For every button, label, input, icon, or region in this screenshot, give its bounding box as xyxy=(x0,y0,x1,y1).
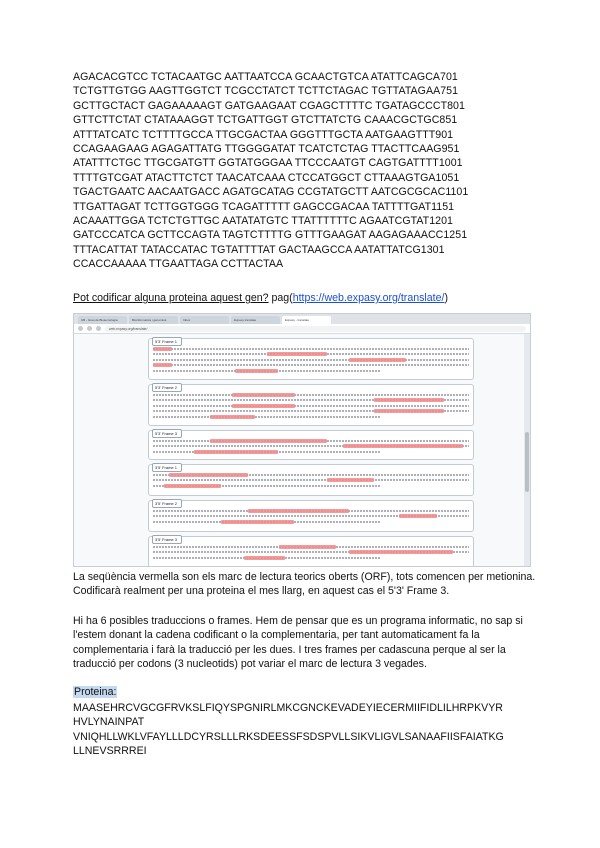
browser-tab[interactable]: Expasy translate xyxy=(231,316,280,324)
question-text: Pot codificar alguna proteina aquest gen? xyxy=(73,292,269,304)
browser-tab-bar xyxy=(74,314,530,324)
question-line xyxy=(73,292,448,304)
amino-acid-text xyxy=(153,405,469,407)
frame-sequence xyxy=(153,439,469,456)
amino-acid-text xyxy=(153,479,469,481)
browser-tab[interactable]: Inbox xyxy=(180,316,229,324)
paragraph-frames: Hi ha 6 posibles traduccions o frames. Hem de pensar que es un programa informatic, no sap si l'estem donant la cadena codificant o la complementaria, per tant automaticament fa la complementaria i farà la traducció per les dues. I tres frames per cadascuna perque al ser la traducció per codons (3 nucleotids) pot variar el marc de lectura 3 vegades. xyxy=(73,615,523,671)
sequence-line: CCACCAAAAA TTGAATTAGA CCTTACTAA xyxy=(73,258,284,271)
protein-line: HVLYNAINPAT xyxy=(73,716,145,729)
orf-highlight xyxy=(194,450,278,454)
protein-line: MAASEHRCVGCGFRVKSLFIQYSPGNIRLMKCGNCKEVADEYIECERMIIFIDLILHRPKVYR xyxy=(73,702,503,714)
frame-sequence xyxy=(153,509,469,528)
sequence-line: ATATTTCTGC TTGCGATGTT GGTATGGGAA TTCCCAATGT CAGTGATTTT1001 xyxy=(73,157,463,170)
orf-highlight xyxy=(349,550,453,554)
protein-line: VNIQHLLWKLVFAYLLLDCYRSLLLRKSDEESSFSDSPVLLSIKVLIGVLSANAAFIISFAIATKG xyxy=(73,730,504,743)
protein-line: LLNEVSRRREI xyxy=(73,745,147,758)
orf-highlight xyxy=(153,363,172,367)
amino-acid-row xyxy=(153,484,469,488)
amino-acid-row xyxy=(153,415,469,419)
amino-acid-row xyxy=(153,556,469,560)
frame-sequence xyxy=(153,473,469,492)
orf-highlight xyxy=(267,352,327,356)
amino-acid-row xyxy=(153,444,469,448)
translation-frame xyxy=(148,384,474,426)
amino-acid-text xyxy=(153,348,469,350)
frame-title: 3'5' Frame 2 xyxy=(152,499,182,508)
amino-acid-row xyxy=(153,358,469,362)
orf-highlight xyxy=(248,509,349,513)
orf-highlight xyxy=(343,444,463,448)
amino-acid-row xyxy=(153,352,469,356)
sequence-line: TTGATTAGAT TCTTGGTGGG TCAGATTTTT GAGCCGACAA TATTTTGAT1151 xyxy=(73,200,455,213)
orf-highlight xyxy=(210,439,327,443)
scrollbar-thumb[interactable] xyxy=(525,432,529,492)
sequence-line: ACAAATTGGA TCTCTGTTGC AATATATGTC TTATTTTTTC AGAATCGTAT1201 xyxy=(73,215,453,228)
orf-highlight xyxy=(221,520,294,524)
amino-acid-row xyxy=(153,478,469,482)
sequence-line: GATCCCATCA GCTTCCAGTA TAGTCTTTTG GTTTGAAGAT AAGAGAAACC1251 xyxy=(73,229,468,242)
sequence-line: TGACTGAATC AACAATGACC AGATGCATAG CCGTATGCTT AATCGCGCAC1101 xyxy=(73,186,469,199)
orf-highlight xyxy=(232,404,295,408)
translation-frame xyxy=(148,430,474,460)
sequence-line: GCTTGCTACT GAGAAAAAGT GATGAAGAAT CGAGCTTTTC TGATAGCCCT801 xyxy=(73,99,465,112)
orf-highlight xyxy=(232,393,295,397)
forward-icon[interactable] xyxy=(87,326,92,331)
frame-title: 3'5' Frame 1 xyxy=(152,463,182,472)
browser-tab[interactable]: Expasy - translate xyxy=(282,316,331,324)
frame-title: 5'3' Frame 3 xyxy=(152,429,182,438)
translation-frame xyxy=(148,536,474,567)
frame-title: 5'3' Frame 1 xyxy=(152,337,182,346)
orf-highlight xyxy=(399,514,437,518)
amino-acid-row xyxy=(153,450,469,454)
sequence-line: AGACACGTCC TCTACAATGC AATTAATCCA GCAACTGTCA ATATTCAGCA701 xyxy=(73,71,458,83)
sequence-line: CCAGAAGAAG AGAGATTATG TTGGGGATAT TCATCTCTAG TTACTTCAAG951 xyxy=(73,143,460,156)
sequence-line: GTTCTTCTAT CTATAAAGGT TCTGATTGGT GTCTTATCTG CAAACGCTGC851 xyxy=(73,114,458,127)
amino-acid-row xyxy=(153,509,469,513)
orf-highlight xyxy=(164,484,221,488)
orf-highlight xyxy=(374,409,444,413)
orf-highlight xyxy=(279,545,336,549)
orf-highlight xyxy=(349,358,406,362)
scrollbar[interactable] xyxy=(524,334,530,566)
browser-tab[interactable]: Bioinformatica i genomica xyxy=(129,316,178,324)
orf-highlight xyxy=(244,556,285,560)
orf-highlight xyxy=(169,473,248,477)
browser-address-bar xyxy=(74,324,530,334)
amino-acid-row xyxy=(153,473,469,477)
amino-acid-row xyxy=(153,550,469,554)
translation-frame xyxy=(148,500,474,532)
frame-sequence xyxy=(153,545,469,564)
amino-acid-row xyxy=(153,398,469,402)
amino-acid-row xyxy=(153,514,469,518)
amino-acid-row xyxy=(153,347,469,351)
sequence-line: TCTGTTGTGG AAGTTGGTCT TCGCCTATCT TCTTCTAGAC TGTTATAGAA751 xyxy=(73,85,459,98)
amino-acid-row xyxy=(153,363,469,367)
amino-acid-text xyxy=(153,359,469,361)
frame-title: 3'5' Frame 3 xyxy=(152,535,182,544)
question-page-prefix: pag( xyxy=(268,292,293,304)
amino-acid-row xyxy=(153,393,469,397)
amino-acid-text xyxy=(153,394,469,396)
amino-acid-row xyxy=(153,369,469,373)
orf-highlight xyxy=(153,347,172,351)
dna-sequence-block xyxy=(73,70,543,272)
amino-acid-row xyxy=(153,409,469,413)
sequence-line: TTTACATTAT TATACCATAC TGTATTTTAT GACTAAGCCA AATATTATCG1301 xyxy=(73,243,445,256)
back-icon[interactable] xyxy=(78,326,83,331)
question-suffix: ) xyxy=(444,292,448,304)
amino-acid-row xyxy=(153,404,469,408)
translation-frame xyxy=(148,338,474,380)
browser-tab[interactable]: UB - Grau de Biotecnologia xyxy=(78,316,127,324)
amino-acid-text xyxy=(153,416,381,418)
frame-sequence xyxy=(153,393,469,422)
orf-highlight xyxy=(327,478,374,482)
sequence-line: ATTTATCATC TCTTTTGCCA TTGCGACTAA GGGTTTGCTA AATGAAGTTT901 xyxy=(73,128,454,141)
amino-acid-row xyxy=(153,545,469,549)
expasy-screenshot xyxy=(73,313,531,567)
orf-highlight xyxy=(235,369,278,373)
address-field[interactable]: web.expasy.org/translate/ xyxy=(105,326,526,332)
amino-acid-text xyxy=(153,364,469,366)
protein-sequence xyxy=(73,701,543,759)
translation-results xyxy=(74,334,524,566)
orf-highlight xyxy=(374,398,444,402)
expasy-link[interactable]: https://web.expasy.org/translate/ xyxy=(292,292,445,304)
amino-acid-row xyxy=(153,520,469,524)
amino-acid-row xyxy=(153,439,469,443)
translation-frame xyxy=(148,464,474,496)
frame-title: 5'3' Frame 2 xyxy=(152,383,182,392)
sequence-line: TTTTGTCGAT ATACTTCTCT TAACATCAAA CTCCATGGCT CTTAAAGTGA1051 xyxy=(73,171,460,184)
paragraph-orf: La seqüència vermella son els marc de lectura teorics oberts (ORF), tots comencen per metionina. Codificarà realment per una proteina el mes llarg, en aquest cas el 5'3' Frame 3. xyxy=(73,571,536,598)
frame-sequence xyxy=(153,347,469,376)
orf-highlight xyxy=(210,415,256,419)
protein-label: Proteina: xyxy=(74,686,117,698)
reload-icon[interactable] xyxy=(96,326,101,331)
